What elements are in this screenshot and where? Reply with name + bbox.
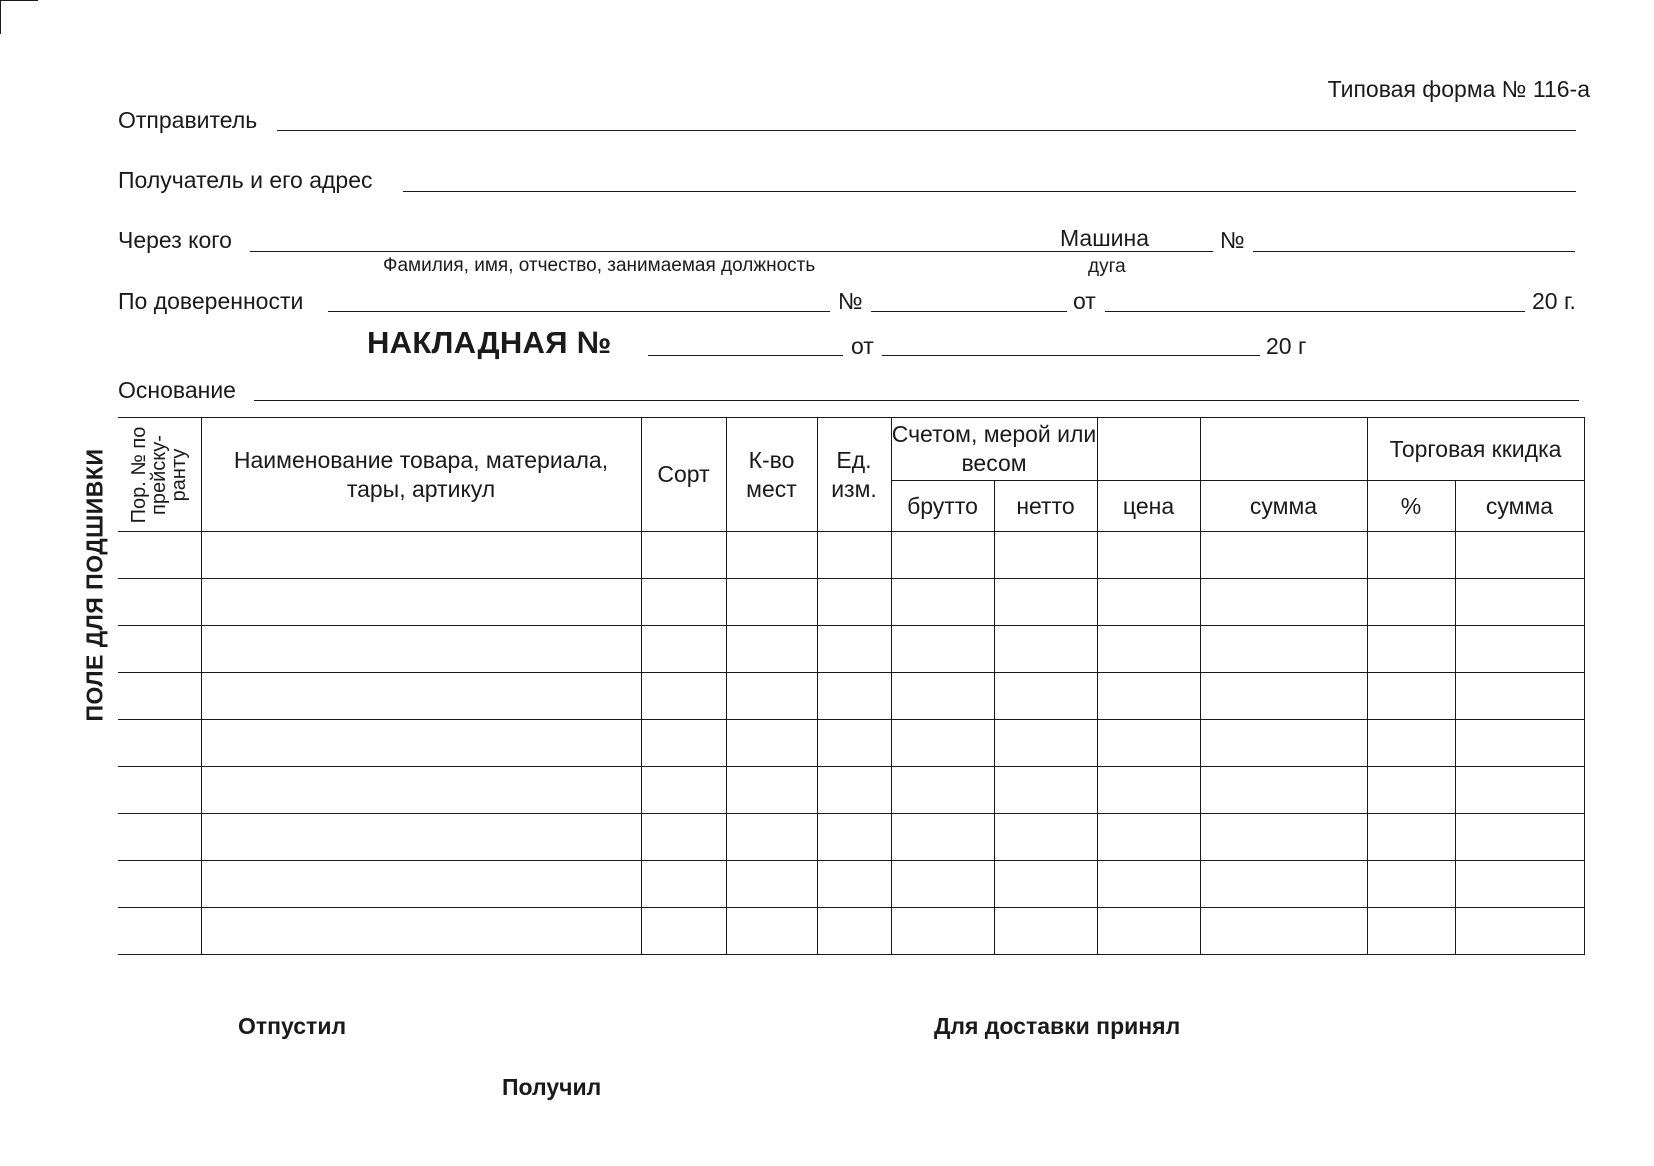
table-cell[interactable]	[641, 626, 726, 673]
table-cell[interactable]	[1200, 814, 1367, 861]
table-cell[interactable]	[201, 814, 641, 861]
crop-mark-vertical	[0, 0, 1, 34]
col-header-blank-1	[1097, 418, 1200, 481]
col-header-qty: К-во мест	[726, 418, 817, 532]
table-cell[interactable]	[118, 579, 201, 626]
table-cell[interactable]	[994, 532, 1097, 579]
proxy-number-sign: №	[838, 288, 863, 314]
table-cell[interactable]	[118, 861, 201, 908]
col-header-gross: брутто	[891, 481, 994, 532]
col-header-percent: %	[1367, 481, 1455, 532]
table-cell[interactable]	[1097, 720, 1200, 767]
table-cell[interactable]	[891, 579, 994, 626]
table-cell[interactable]	[1367, 908, 1455, 955]
table-row	[118, 626, 1584, 673]
table-cell[interactable]	[1455, 908, 1584, 955]
table-cell[interactable]	[1097, 908, 1200, 955]
table-cell[interactable]	[1097, 814, 1200, 861]
table-cell[interactable]	[1200, 720, 1367, 767]
table-cell[interactable]	[641, 673, 726, 720]
sender-label: Отправитель	[118, 107, 258, 133]
table-cell[interactable]	[726, 767, 817, 814]
proxy-from-label: от	[1073, 288, 1096, 314]
table-cell[interactable]	[201, 626, 641, 673]
table-cell[interactable]	[817, 532, 891, 579]
table-cell[interactable]	[1455, 532, 1584, 579]
table-cell[interactable]	[1455, 720, 1584, 767]
table-cell[interactable]	[118, 720, 201, 767]
table-cell[interactable]	[726, 579, 817, 626]
col-header-order-no: Пор. № по прейску-ранту	[118, 418, 201, 532]
table-cell[interactable]	[726, 626, 817, 673]
table-cell[interactable]	[118, 814, 201, 861]
table-cell[interactable]	[641, 532, 726, 579]
col-group-measure: Счетом, мерой или весом	[891, 418, 1097, 481]
table-row	[118, 814, 1584, 861]
col-header-grade: Сорт	[641, 418, 726, 532]
sender-field[interactable]	[277, 130, 1576, 131]
proxy-field[interactable]	[328, 311, 830, 312]
table-cell[interactable]	[118, 673, 201, 720]
table-cell[interactable]	[891, 626, 994, 673]
table-cell[interactable]	[817, 720, 891, 767]
table-row	[118, 861, 1584, 908]
table-row	[118, 767, 1584, 814]
table-cell[interactable]	[726, 861, 817, 908]
table-row	[118, 532, 1584, 579]
table-cell[interactable]	[1200, 861, 1367, 908]
table-cell[interactable]	[641, 579, 726, 626]
signature-received-label: Получил	[502, 1074, 602, 1100]
table-cell[interactable]	[201, 767, 641, 814]
invoice-title: НАКЛАДНАЯ №	[367, 325, 612, 360]
table-row	[118, 908, 1584, 955]
table-row	[118, 579, 1584, 626]
col-group-discount: Торговая ккидка	[1367, 418, 1584, 481]
signature-accepted-label: Для доставки принял	[934, 1013, 1181, 1039]
table-cell[interactable]	[1097, 532, 1200, 579]
vehicle-number-field[interactable]	[1253, 251, 1575, 252]
proxy-year-suffix: 20 г.	[1532, 288, 1576, 314]
table-cell[interactable]	[1455, 579, 1584, 626]
via-label: Через кого	[118, 227, 232, 253]
invoice-date-field[interactable]	[882, 355, 1260, 356]
table-cell[interactable]	[1367, 861, 1455, 908]
table-cell[interactable]	[641, 814, 726, 861]
table-cell[interactable]	[201, 532, 641, 579]
table-cell[interactable]	[641, 767, 726, 814]
proxy-label: По доверенности	[118, 288, 304, 314]
crop-mark-horizontal	[0, 0, 38, 1]
table-cell[interactable]	[891, 861, 994, 908]
table-cell[interactable]	[1455, 767, 1584, 814]
table-cell[interactable]	[817, 861, 891, 908]
table-cell[interactable]	[994, 861, 1097, 908]
invoice-from-label: от	[851, 333, 874, 359]
table-cell[interactable]	[1200, 767, 1367, 814]
table-cell[interactable]	[817, 908, 891, 955]
table-cell[interactable]	[891, 720, 994, 767]
table-cell[interactable]	[1367, 814, 1455, 861]
col-header-discount-sum: сумма	[1455, 481, 1584, 532]
table-cell[interactable]	[1455, 814, 1584, 861]
recipient-label: Получатель и его адрес	[118, 167, 373, 193]
table-cell[interactable]	[1097, 673, 1200, 720]
table-cell[interactable]	[1455, 861, 1584, 908]
table-cell[interactable]	[726, 908, 817, 955]
table-cell[interactable]	[641, 720, 726, 767]
basis-label: Основание	[118, 377, 236, 403]
table-cell[interactable]	[817, 579, 891, 626]
table-cell[interactable]	[726, 814, 817, 861]
table-cell[interactable]	[891, 673, 994, 720]
goods-table	[118, 417, 1585, 955]
table-cell[interactable]	[994, 767, 1097, 814]
table-cell[interactable]	[1097, 579, 1200, 626]
table-cell[interactable]	[891, 908, 994, 955]
table-cell[interactable]	[994, 579, 1097, 626]
table-cell[interactable]	[1367, 532, 1455, 579]
table-cell[interactable]	[1097, 626, 1200, 673]
table-cell[interactable]	[994, 673, 1097, 720]
table-cell[interactable]	[726, 720, 817, 767]
proxy-date-field[interactable]	[1105, 311, 1525, 312]
col-header-blank-2	[1200, 418, 1367, 481]
table-cell[interactable]	[201, 673, 641, 720]
table-cell[interactable]	[817, 767, 891, 814]
table-cell[interactable]	[1367, 626, 1455, 673]
table-row	[118, 720, 1584, 767]
via-hint: Фамилия, имя, отчество, занимаемая должность	[383, 255, 816, 276]
proxy-number-field[interactable]	[871, 311, 1067, 312]
table-cell[interactable]	[1097, 767, 1200, 814]
table-cell[interactable]	[1097, 861, 1200, 908]
vehicle-sub-label: дуга	[1088, 256, 1126, 277]
table-cell[interactable]	[201, 861, 641, 908]
table-cell[interactable]	[118, 626, 201, 673]
table-cell[interactable]	[1455, 673, 1584, 720]
vehicle-label: Машина	[1060, 225, 1150, 251]
table-cell[interactable]	[118, 532, 201, 579]
basis-field[interactable]	[254, 400, 1579, 401]
binding-margin-label: ПОЛЕ ДЛЯ ПОДШИВКИ	[81, 448, 108, 722]
col-header-name: Наименование товара, материала, тары, артикул	[201, 418, 641, 532]
table-cell[interactable]	[994, 720, 1097, 767]
table-cell[interactable]	[118, 908, 201, 955]
table-cell[interactable]	[891, 814, 994, 861]
table-cell[interactable]	[994, 908, 1097, 955]
col-header-unit: Ед. изм.	[817, 418, 891, 532]
table-cell[interactable]	[1200, 532, 1367, 579]
signature-released-label: Отпустил	[238, 1013, 347, 1039]
table-cell[interactable]	[118, 767, 201, 814]
table-cell[interactable]	[1367, 673, 1455, 720]
col-header-price: цена	[1097, 481, 1200, 532]
table-cell[interactable]	[994, 626, 1097, 673]
table-cell[interactable]	[891, 532, 994, 579]
table-cell[interactable]	[641, 861, 726, 908]
table-cell[interactable]	[726, 673, 817, 720]
invoice-year-suffix: 20 г	[1266, 333, 1307, 359]
table-cell[interactable]	[817, 673, 891, 720]
table-cell[interactable]	[201, 720, 641, 767]
recipient-field[interactable]	[403, 191, 1576, 192]
invoice-number-field[interactable]	[648, 355, 843, 356]
table-cell[interactable]	[201, 908, 641, 955]
table-cell[interactable]	[817, 814, 891, 861]
form-code: Типовая форма № 116-а	[1327, 76, 1590, 102]
table-row	[118, 673, 1584, 720]
table-cell[interactable]	[201, 579, 641, 626]
table-cell[interactable]	[891, 767, 994, 814]
col-header-sum: сумма	[1200, 481, 1367, 532]
table-cell[interactable]	[726, 532, 817, 579]
table-cell[interactable]	[641, 908, 726, 955]
table-cell[interactable]	[1200, 579, 1367, 626]
table-cell[interactable]	[1367, 767, 1455, 814]
table-cell[interactable]	[1367, 720, 1455, 767]
table-cell[interactable]	[1200, 908, 1367, 955]
table-cell[interactable]	[1367, 579, 1455, 626]
col-header-net: нетто	[994, 481, 1097, 532]
table-cell[interactable]	[1200, 626, 1367, 673]
table-cell[interactable]	[1455, 626, 1584, 673]
table-cell[interactable]	[817, 626, 891, 673]
vehicle-number-sign: №	[1220, 227, 1245, 253]
table-cell[interactable]	[994, 814, 1097, 861]
table-cell[interactable]	[1200, 673, 1367, 720]
via-field[interactable]	[250, 251, 1213, 252]
